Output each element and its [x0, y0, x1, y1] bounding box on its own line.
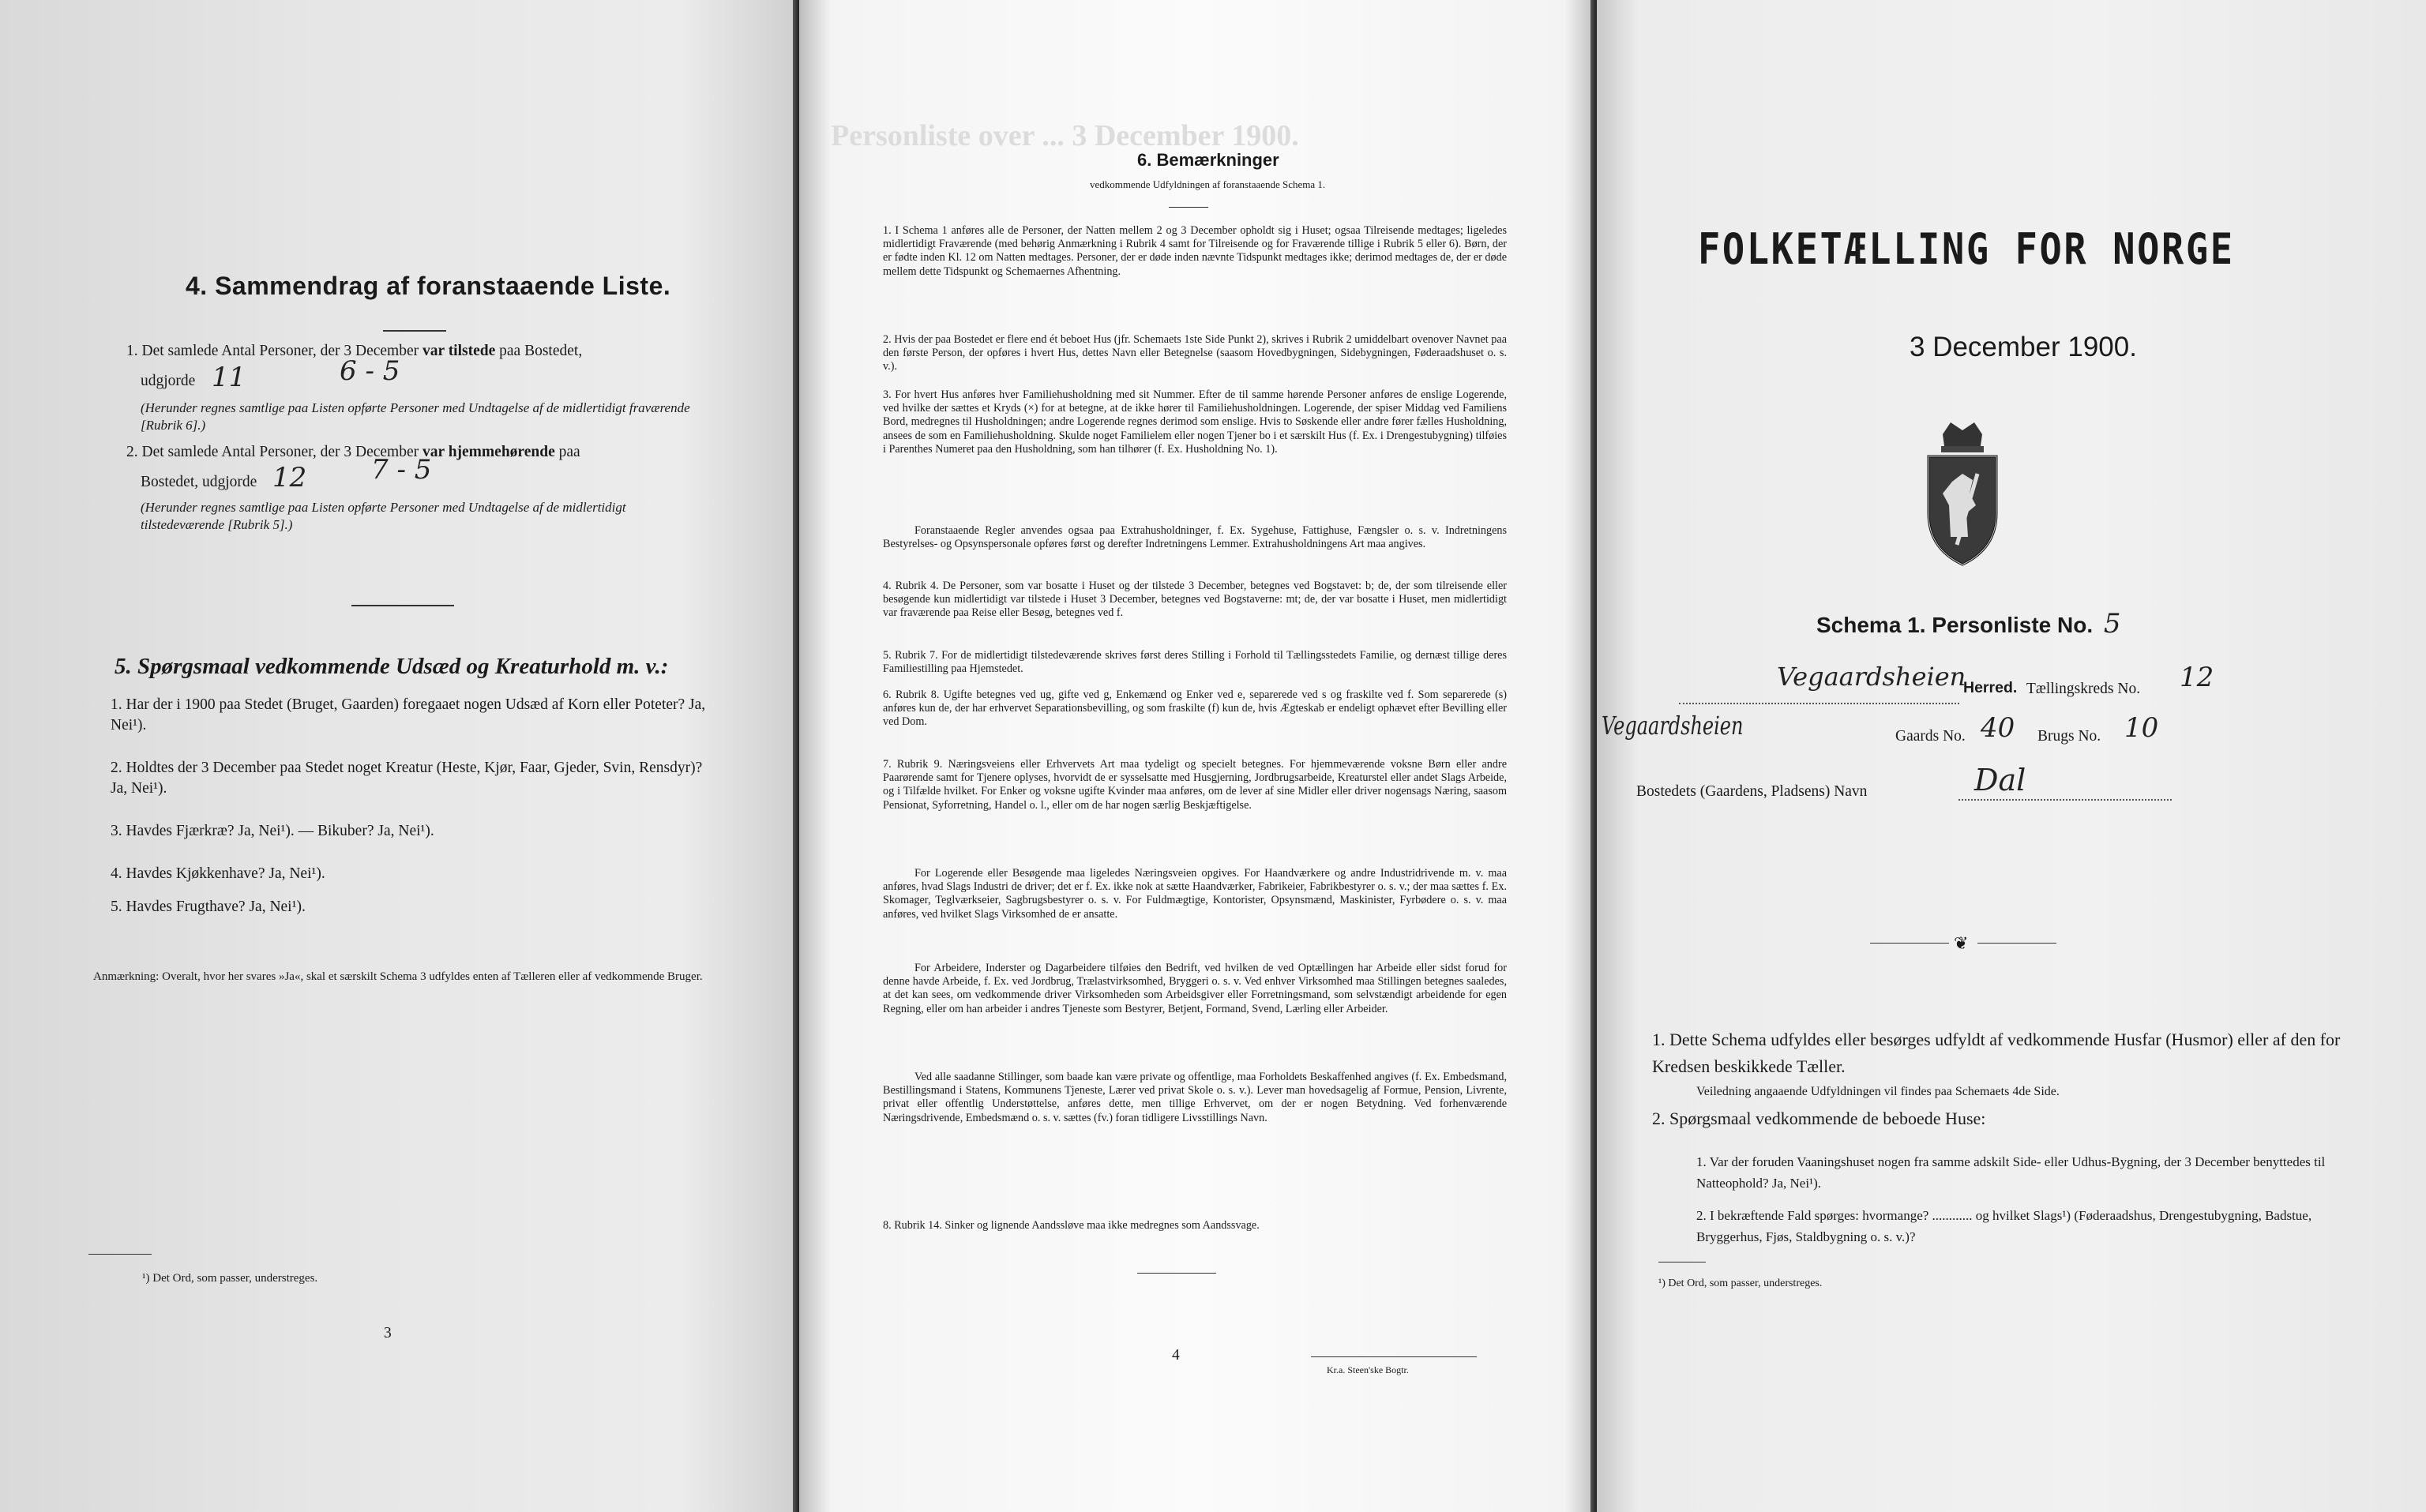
- remark-7c: For Arbeidere, Inderster og Dagarbeidere tilføies den Bedrift, ved hvilken de ved Optællingen har Arbeide eller sidst forud for denne havde Arbeide, f. Ex. ved Jordbrug, Trælastvirksomhed, Bryggeri o. s. v. Ved enhver Virksomhed maa Stillingen betegnes saaledes, at det kan sees, om vedkommende driver Virksomheden som Arbeidsgiver eller Forretningsmand, som selvstændigt arbeidende for egen Regning, eller om han arbeider i andres Tjeneste som Bestyrer, Betjent, Formand, Svend, Lærling eller Arbeider.: [883, 962, 1507, 1015]
- question-2: 2. Det samlede Antal Personer, der 3 December var hjemmehørende paa: [126, 444, 580, 460]
- handwritten-count-1: 11: [212, 362, 246, 393]
- printer-rule: [1311, 1356, 1477, 1357]
- remark-5: 5. Rubrik 7. For de midlertidigt tilstedeværende skrives først deres Stilling i Forhold til Tællingsstedets Familie, og dernæst tillige deres Familiestilling paa Hjemstedet.: [883, 649, 1507, 676]
- coat-of-arms-icon: [1919, 418, 2006, 568]
- page-number: 3: [384, 1325, 392, 1341]
- s5-question-4: 4. Havdes Kjøkkenhave? Ja, Nei¹).: [111, 865, 325, 882]
- brugs-label: Brugs No.: [2037, 728, 2101, 745]
- bosted-dots: [1958, 791, 2172, 801]
- handwritten-split-2: 7 - 5: [371, 454, 432, 486]
- herred-handwritten: Vegaardsheien: [1777, 662, 1966, 692]
- remark-2: 2. Hvis der paa Bostedet er flere end ét beboet Hus (jfr. Schemaets 1ste Side Punkt 2), skrives i Rubrik 2 umiddelbart ovenover Navnet paa den første Person, der opføres i hvert Hus, dettes Navn eller Betegnelse (saasom Hovedbygningen, Sidebygningen, Føderaadshuset o. s. v.).: [883, 333, 1507, 373]
- remark-1: 1. I Schema 1 anføres alle de Personer, der Natten mellem 2 og 3 December opholdt sig i Huset; ogsaa Tilreisende medtages; ligeledes midlertidigt Fraværende (med behørig Anmærkning i Rubrik 4 samt for Tilreisende og for Fraværende tillige i Rubrik 5 eller 6). Børn, der er fødte inden Kl. 12 om Natten medtages. Personer, der er døde inden nævnte Tidspunkt medtages ikke; derimod medtages de, der er døde mellem dette Tidspunkt og Schemaernes Afhentning.: [883, 224, 1507, 278]
- footnote-rule: [88, 1254, 152, 1255]
- ornament-left: [1870, 943, 1949, 944]
- question-2-note: (Herunder regnes samtlige paa Listen opførte Personer med Undtagelse af de midlertidigt tilstedeværende [Rubrik 5].): [141, 500, 626, 532]
- brugs-handwritten: 10: [2124, 712, 2159, 744]
- herred-label: Herred.: [1963, 679, 2018, 696]
- census-date: 3 December 1900.: [1910, 332, 2137, 362]
- remark-7b: For Logerende eller Besøgende maa ligeledes Næringsveien opgives. For Haandværkere og andre Industridrivende m. v. maa anføres, hvad Slags Industri de driver; det er f. Ex. ikke nok at sætte Haandværker, Fabrikeier, Fabrikbestyrer o. s. v.; der maa sættes f. Ex. Skomager, Teglværkseier, Sagbrugsbestyrer o. s. v. For Fuldmægtige, Kontorister, Opsynsmænd, Maskinister, Fyrbødere o. s. v. maa anføres, ved hvilket Slags Virksomhed de er ansatte.: [883, 867, 1507, 921]
- bleed-through-text: Personliste over ... 3 December 1900.: [831, 119, 1299, 152]
- schema-line: Schema 1. Personliste No. 5: [1816, 608, 2121, 640]
- census-title: FOLKETÆLLING FOR NORGE: [1698, 224, 2235, 274]
- bosted-handwritten: Dal: [1974, 763, 2026, 797]
- footnote: ¹) Det Ord, som passer, understreges.: [142, 1272, 318, 1285]
- divider: [1137, 1273, 1216, 1274]
- remark-3: 3. For hvert Hus anføres hver Familiehusholdning med sit Nummer. Efter de til samme hørende Personer anføres de enslige Logerende, ved hvilke der sættes et Kryds (×) for at betegne, at de ikke hører til Familiehusholdningen. Logerende, der spiser Middag ved Familiens Bord, medregnes til Husholdningen; andre Logerende regnes derimod som enslige. Hvis to Søskende eller andre fører fælles Husholdning, ansees de som en Familiehusholdning. Skulde noget Familielem eller nogen Tjener bo i et særskilt Hus (f. Ex. i Drengestubygning) tilføies i Parenthes Numeret paa den Husholdning, som han tilhører (f. Ex. Husholdning No. 1).: [883, 388, 1507, 456]
- s5-question-3: 3. Havdes Fjærkræ? Ja, Nei¹). — Bikuber? Ja, Nei¹).: [111, 823, 434, 839]
- bosted-label: Bostedets (Gaardens, Pladsens) Navn: [1636, 783, 1868, 800]
- section-5-title: 5. Spørgsmaal vedkommende Udsæd og Kreaturhold m. v.:: [115, 654, 669, 679]
- instruction-1: 1. Dette Schema udfyldes eller besørges udfyldt af vedkommende Husfar (Husmor) eller af den for Kredsen beskikkede Tæller.: [1652, 1030, 2341, 1076]
- crown-icon: [1943, 422, 1982, 446]
- remark-4: 4. Rubrik 4. De Personer, som var bosatte i Huset og der tilstede 3 December, betegnes ved Bogstavet: b; de, der som tilreisende eller besøgende kun midlertidigt var tilstede i Huset 3 December, betegnes ved Bogstaverne: mt; de, der var bosatte i Huset, men midlertidigt var fraværende paa Reise eller Besøg, betegnes ved f.: [883, 580, 1507, 620]
- kreds-label: Tællingskreds No.: [2026, 681, 2141, 697]
- remark-6: 6. Rubrik 8. Ugifte betegnes ved ug, gifte ved g, Enkemænd og Enker ved e, separerede ved s og fraskilte ved f. Som separerede (s) anføres kun de, der har erhvervet Separationsbevilling, og som fraskilte (f) kun de, hvis Ægteskab er endeligt ophævet efter Bevilling eller ved Dom.: [883, 688, 1507, 729]
- section-6-subtitle: vedkommende Udfyldningen af foranstaaende Schema 1.: [1090, 178, 1326, 190]
- page-number: 4: [1172, 1347, 1180, 1364]
- handwritten-count-2: 12: [272, 462, 307, 493]
- anmerkning: Anmærkning: Overalt, hvor her svares »Ja«, skal et særskilt Schema 3 udfyldes enten af Tælleren eller af vedkommende Bruger.: [93, 970, 703, 983]
- question-1-udgjorde: udgjorde: [141, 373, 196, 389]
- section-4-title: 4. Sammendrag af foranstaaende Liste.: [186, 272, 671, 300]
- schema-number: 5: [2103, 608, 2121, 640]
- gaards-handwritten: 40: [1981, 712, 2015, 744]
- printer-mark: Kr.a. Steen'ske Bogtr.: [1327, 1364, 1409, 1375]
- section-6-title: 6. Bemærkninger: [1137, 150, 1279, 170]
- divider: [351, 605, 454, 606]
- remark-8: 8. Rubrik 14. Sinker og lignende Aandssløve maa ikke medregnes som Aandssvage.: [883, 1219, 1260, 1232]
- instruction-1-note: Veiledning angaaende Udfyldningen vil findes paa Schemaets 4de Side.: [1696, 1085, 2060, 1098]
- question-1-note: (Herunder regnes samtlige paa Listen opførte Personer med Undtagelse af de midlertidigt fraværende [Rubrik 6].): [141, 400, 690, 433]
- remark-3b: Foranstaaende Regler anvendes ogsaa paa Extrahusholdninger, f. Ex. Sygehuse, Fattighuse, Fængsler o. s. v. Indretningens Bestyrelses- og Opsynspersonale opføres først og derefter Indretningens Lemmer. Extrahusholdningens Art maa angives.: [883, 524, 1507, 551]
- ornament-right: [1977, 943, 2056, 944]
- footnote: ¹) Det Ord, som passer, understreges.: [1658, 1278, 1823, 1289]
- question-1: 1. Det samlede Antal Personer, der 3 December var tilstede paa Bostedet,: [126, 343, 583, 359]
- gaard-handwritten: Vegaardsheien: [1602, 711, 1744, 741]
- footnote-rule: [1658, 1262, 1706, 1263]
- remark-7d: Ved alle saadanne Stillinger, som baade kan være private og offentlige, maa Forholdets Beskaffenhed angives (f. Ex. Embedsmand, Bestillingsmand i Statens, Kommunens Tjeneste, Lærer ved privat Skole o. s. v.). Lever man hovedsagelig af Formue, Pension, Livrente, privat eller offentlig Understøttelse, anføres dette, men tillige Erhvervet, om der er nogen Betydning. Ved forhenværende Næringsdrivende, Embedsmænd o. s. v. sættes (fv.) foran tidligere Livsstillings Navn.: [883, 1071, 1507, 1124]
- s5-question-5: 5. Havdes Frugthave? Ja, Nei¹).: [111, 899, 306, 915]
- instruction-2-q2: 2. I bekræftende Fald spørges: hvormange? ............ og hvilket Slags¹) (Føderaadshus, Drengestubygning, Badstue, Bryggerhus, Fjøs, Staldbygning o. s. v.)?: [1696, 1208, 2312, 1244]
- remark-7: 7. Rubrik 9. Næringsveiens eller Erhvervets Art maa tydeligt og specielt betegnes. For hjemmeværende voksne Børn eller andre Paarørende samt for Tjenere oplyses, hvorvidt de er sysselsatte med Husgjerning, Jordbrugsarbeide, Kreaturstel eller andet Slags Arbeide, og i Tilfælde hvilket. For Enker og voksne ugifte Kvinder maa anføres, om de lever af sine Midler eller driver nogensags Næring, saasom Pensionat, Syforretning, Handel o. l., eller om de har nogen særlig Beskjæftigelse.: [883, 758, 1507, 812]
- handwritten-split-1: 6 - 5: [340, 355, 400, 387]
- kreds-handwritten: 12: [2180, 662, 2214, 693]
- question-2-bostedet: Bostedet, udgjorde: [141, 474, 257, 490]
- s5-question-1: 1. Har der i 1900 paa Stedet (Bruget, Gaarden) foregaaet nogen Udsæd af Korn eller Poteter? Ja, Nei¹).: [111, 696, 706, 733]
- instruction-2-q1: 1. Var der foruden Vaaningshuset nogen fra samme adskilt Side- eller Udhus-Bygning, der 3 December benyttedes til Natteophold? Ja, Nei¹).: [1696, 1154, 2326, 1191]
- instruction-2: 2. Spørgsmaal vedkommende de beboede Huse:: [1652, 1109, 1986, 1128]
- divider: [1169, 207, 1208, 208]
- divider: [383, 330, 446, 332]
- ornament-icon: ❦: [1954, 933, 1969, 953]
- gaards-label: Gaards No.: [1895, 728, 1966, 745]
- s5-question-2: 2. Holdtes der 3 December paa Stedet noget Kreatur (Heste, Kjør, Faar, Gjeder, Svin, Rensdyr)? Ja, Nei¹).: [111, 760, 703, 797]
- left-page: [0, 0, 799, 1512]
